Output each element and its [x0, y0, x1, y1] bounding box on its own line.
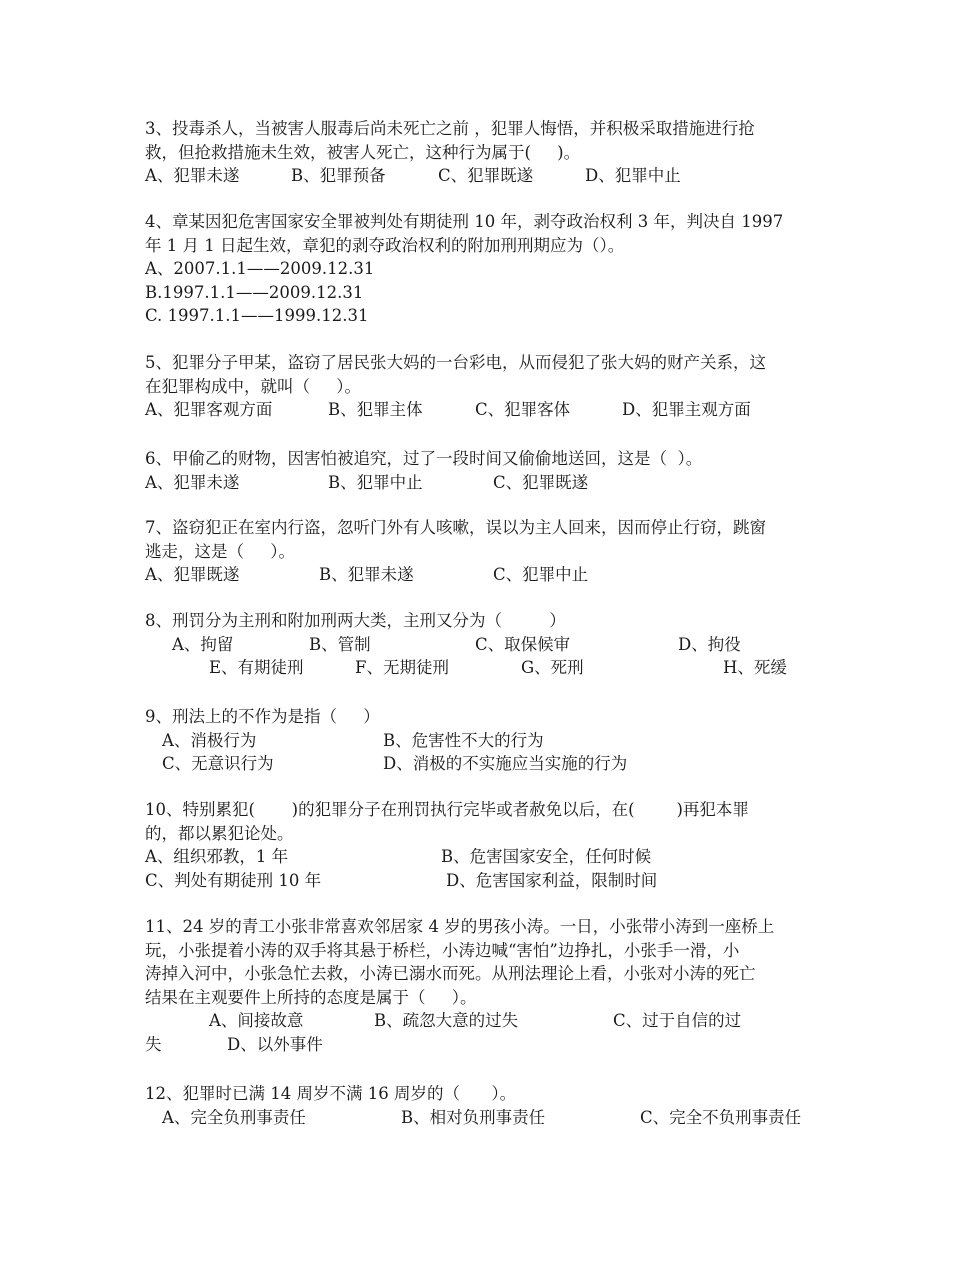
option-d: D、犯罪主观方面 [622, 400, 751, 419]
question-6 [145, 447, 835, 494]
option-b: B、管制 [309, 634, 371, 654]
option-a: A、组织邪教，1 年 [145, 847, 289, 866]
option-b: B、危害国家安全，任何时候 [441, 847, 652, 866]
question-text: 8、刑罚分为主刑和附加刑两大类，主刑又分为（ ） [145, 611, 566, 630]
options-row [145, 563, 835, 587]
options-row [145, 398, 835, 422]
options-row [145, 656, 835, 680]
question-12 [145, 1082, 835, 1129]
option-b: B、疏忽大意的过失 [374, 1011, 519, 1030]
option-b: B、犯罪预备 [291, 166, 386, 185]
option-e: E、有期徒刑 [209, 658, 304, 677]
option-c: C、无意识行为 [162, 754, 274, 773]
option-b: B、相对负刑事责任 [401, 1107, 546, 1127]
question-8 [145, 609, 835, 680]
question-text: 11、24 岁的青工小张非常喜欢邻居家 4 岁的男孩小涛。一日，小张带小涛到一座桥上 [145, 917, 775, 936]
question-3 [145, 117, 835, 188]
option-d: D、以外事件 [227, 1034, 323, 1054]
option-a: A、犯罪客观方面 [145, 400, 273, 419]
option-a: A、2007.1.1——2009.12.31 [145, 259, 375, 278]
options-row [145, 752, 835, 776]
question-text: 涛掉入河中，小张急忙去救，小涛已溺水而死。从刑法理论上看，小张对小涛的死亡 [145, 964, 756, 983]
options-row [145, 869, 835, 893]
options-row [145, 471, 835, 495]
question-9 [145, 705, 835, 776]
option-a: A、消极行为 [162, 730, 257, 750]
question-text: 逃走，这是（ ）。 [145, 541, 295, 561]
option-c-continued: 失 [145, 1034, 162, 1054]
option-d: D、拘役 [678, 634, 741, 654]
options-row [145, 845, 835, 869]
option-c: C、犯罪既遂 [438, 166, 534, 185]
option-a: A、完全负刑事责任 [162, 1107, 306, 1127]
question-text: 在犯罪构成中，就叫（ ）。 [145, 376, 361, 396]
question-text: 5、犯罪分子甲某，盗窃了居民张大妈的一台彩电，从而侵犯了张大妈的财产关系，这 [145, 353, 766, 372]
question-text: 玩，小张提着小涛的双手将其悬于桥栏，小涛边喊“害怕”边挣扎，小张手一滑，小 [145, 940, 740, 960]
question-text: 7、盗窃犯正在室内行盗，忽听门外有人咳嗽，误以为主人回来，因而停止行窃，跳窗 [145, 518, 766, 537]
option-a: A、犯罪未遂 [145, 472, 240, 492]
question-5 [145, 351, 835, 422]
option-f: F、无期徒刑 [355, 658, 449, 677]
option-a: A、拘留 [172, 634, 234, 654]
option-b: B、犯罪主体 [328, 400, 423, 419]
options-row [145, 1033, 835, 1057]
question-text: 结果在主观要件上所持的态度是属于（ ）。 [145, 987, 477, 1007]
option-b: B.1997.1.1——2009.12.31 [145, 282, 364, 302]
question-text: 3、投毒杀人，当被害人服毒后尚未死亡之前 ，犯罪人悔悟，并积极采取措施进行抢 [145, 119, 755, 138]
question-text: 的，都以累犯论处。 [145, 823, 294, 843]
option-d: D、犯罪中止 [585, 166, 681, 185]
options-row [145, 1009, 835, 1033]
question-text: 年 1 月 1 日起生效，章犯的剥夺政治权利的附加刑刑期应为（）。 [145, 235, 625, 255]
option-a: A、犯罪既遂 [145, 565, 240, 584]
question-text: 救，但抢救措施未生效，被害人死亡，这种行为属于( )。 [145, 142, 581, 162]
options-row [145, 1106, 835, 1130]
option-b: B、危害性不大的行为 [383, 730, 544, 750]
question-text: 10、特别累犯( )的犯罪分子在刑罚执行完毕或者赦免以后，在( )再犯本罪 [145, 800, 749, 819]
question-11 [145, 915, 835, 1056]
option-c: C、犯罪既遂 [493, 472, 589, 492]
question-4 [145, 210, 835, 328]
option-b: B、犯罪未遂 [319, 565, 414, 584]
option-c: C、判处有期徒刑 10 年 [145, 870, 322, 890]
option-c: C、完全不负刑事责任 [640, 1107, 802, 1127]
option-c: C、取保候审 [475, 634, 571, 654]
question-10 [145, 798, 835, 892]
option-c: C、过于自信的过 [613, 1011, 742, 1030]
options-row [145, 729, 835, 753]
option-d: D、消极的不实施应当实施的行为 [383, 754, 628, 773]
option-c: C. 1997.1.1——1999.12.31 [145, 306, 369, 325]
option-h: H、死缓 [723, 658, 787, 677]
question-text: 12、犯罪时已满 14 周岁不满 16 周岁的（ ）。 [145, 1084, 517, 1103]
option-a: A、间接故意 [209, 1011, 304, 1030]
option-c: C、犯罪客体 [475, 400, 571, 419]
question-text: 6、甲偷乙的财物，因害怕被追究，过了一段时间又偷偷地送回，这是（ ）。 [145, 449, 703, 468]
question-text: 4、章某因犯危害国家安全罪被判处有期徒刑 10 年，剥夺政治权利 3 年，判决自 1997 [145, 212, 784, 231]
option-g: G、死刑 [521, 658, 584, 677]
options-row [145, 633, 835, 657]
option-a: A、犯罪未遂 [145, 166, 240, 185]
options-row [145, 164, 835, 188]
option-c: C、犯罪中止 [493, 565, 589, 584]
option-b: B、犯罪中止 [328, 472, 423, 492]
question-7 [145, 516, 835, 587]
option-d: D、危害国家利益，限制时间 [446, 870, 658, 890]
question-text: 9、刑法上的不作为是指（ ） [145, 707, 380, 726]
